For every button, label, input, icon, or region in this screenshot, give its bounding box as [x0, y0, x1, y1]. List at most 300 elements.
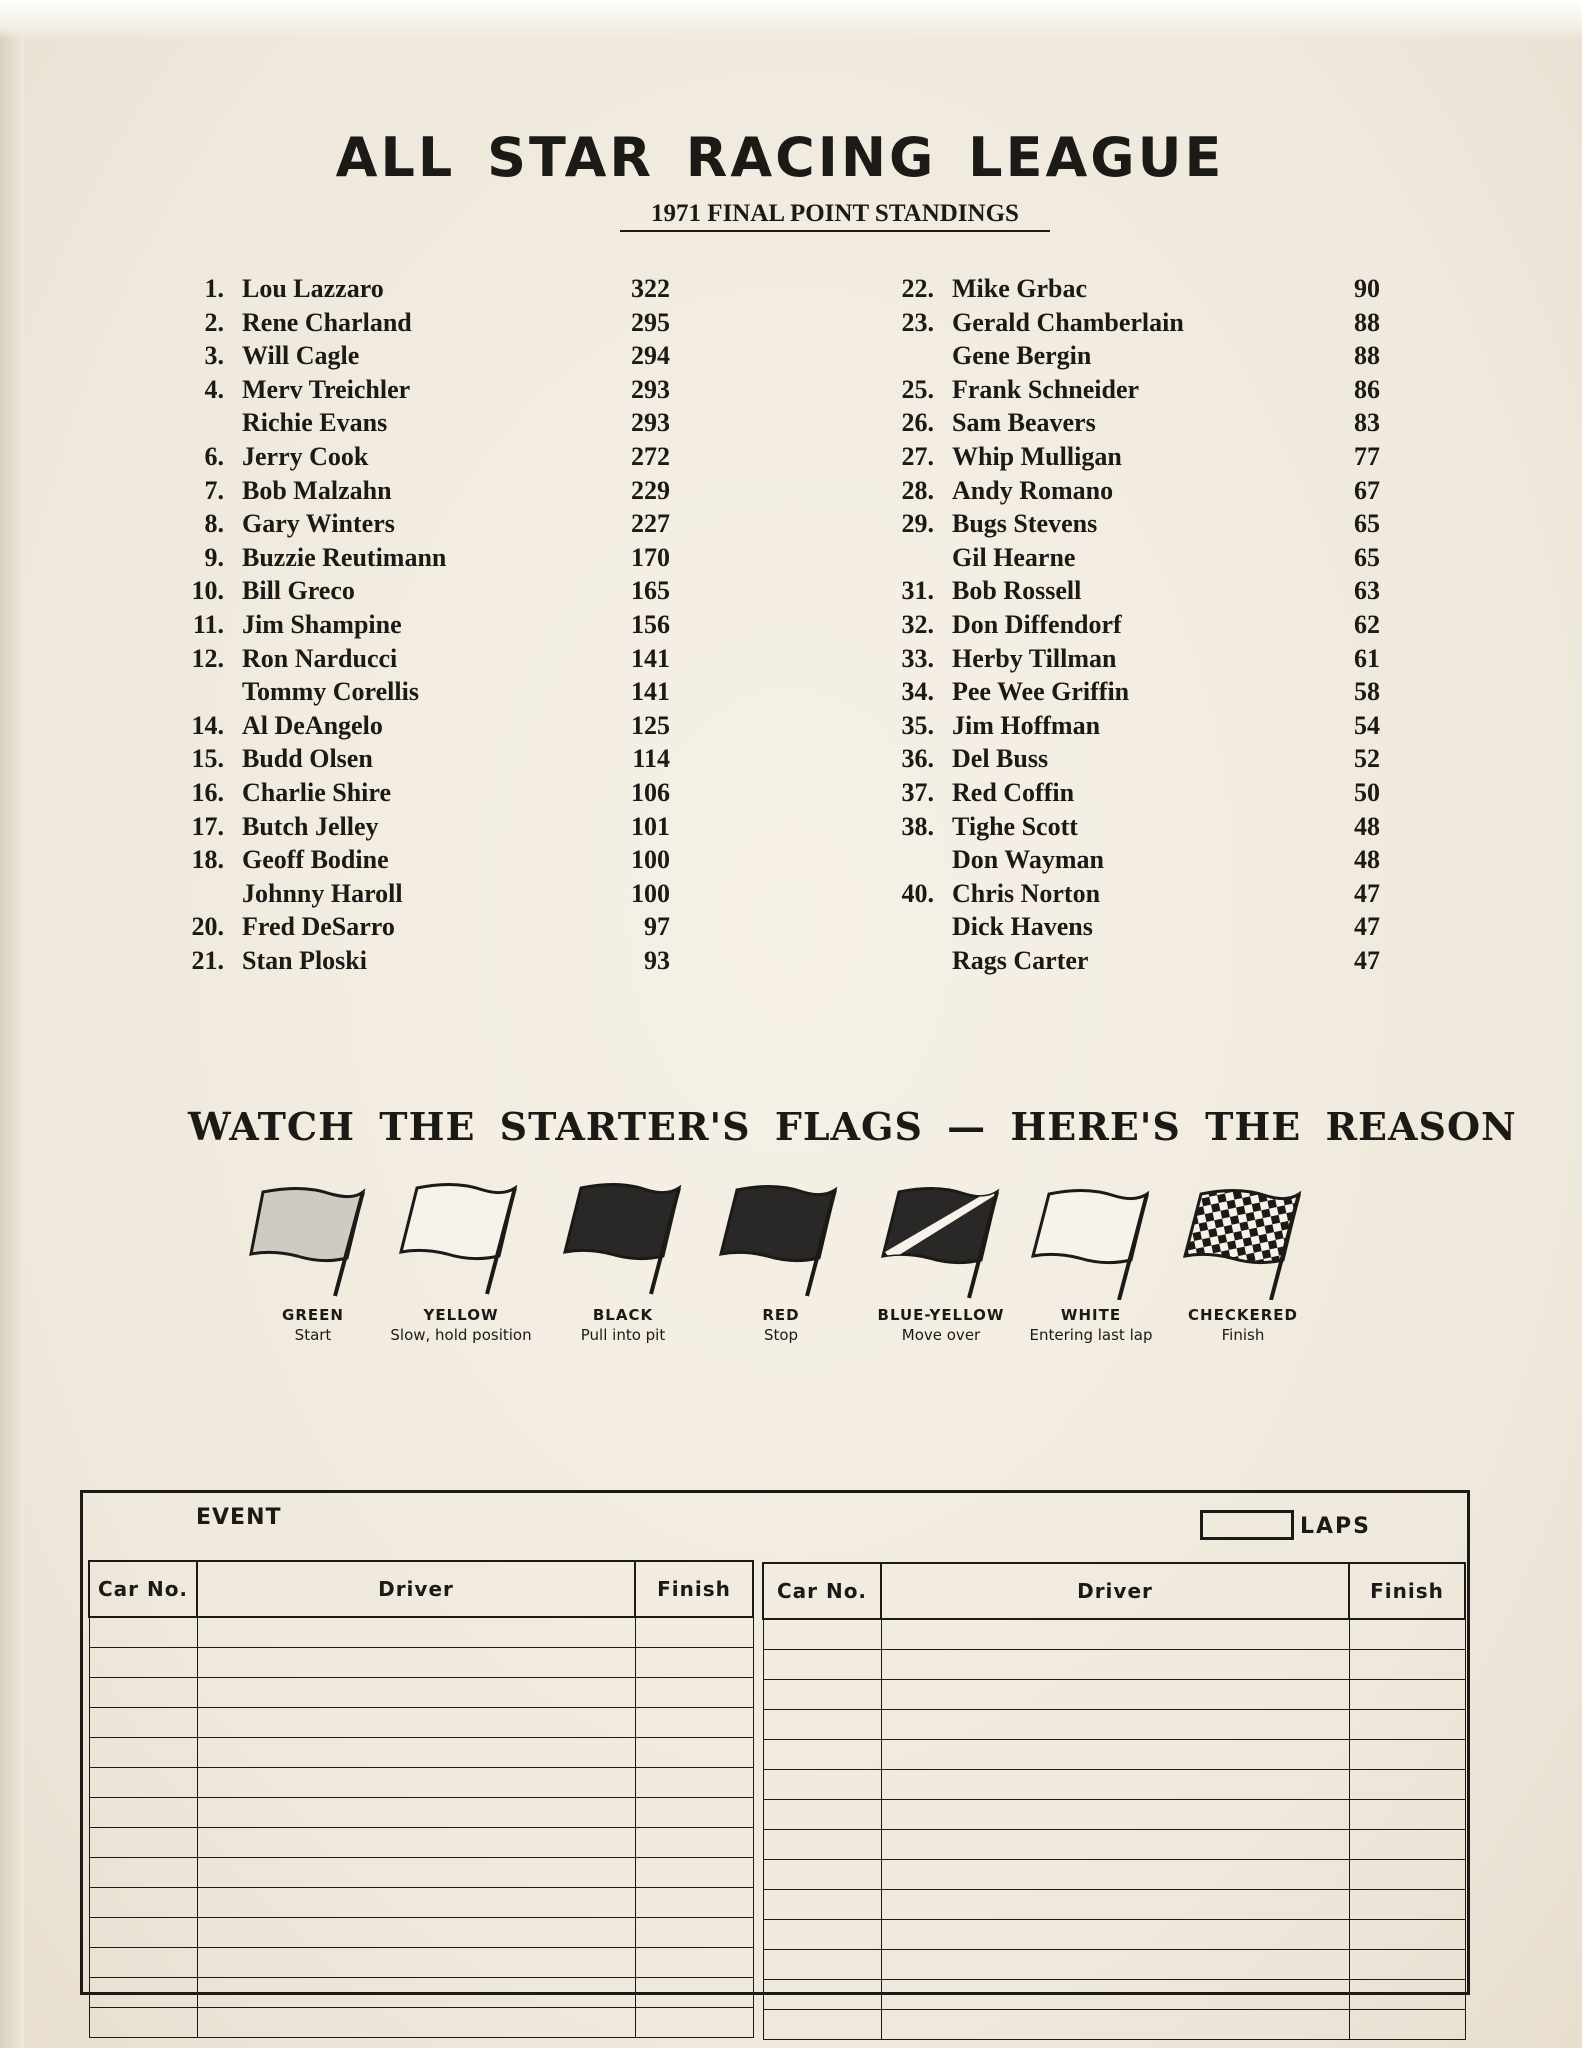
standings-driver: Merv Treichler: [242, 374, 411, 404]
standings-row: [160, 843, 670, 877]
standings-driver: Bob Malzahn: [242, 475, 392, 505]
standings-row: [160, 406, 670, 440]
standings-points: 114: [632, 744, 670, 774]
page-spine-shadow: [0, 0, 24, 2048]
standings-rank: 20.: [191, 912, 224, 942]
standings-rank: 36.: [901, 744, 934, 774]
flag-name: GREEN: [282, 1306, 344, 1324]
driver-cell[interactable]: [881, 1830, 1349, 1860]
standings-rank: 32.: [901, 609, 934, 639]
flag-white: [1016, 1180, 1166, 1344]
standings-rank: 15.: [191, 744, 224, 774]
light-shaded-flag-icon: [243, 1180, 383, 1300]
entry-row: [89, 1978, 753, 2008]
standings-row: [160, 339, 670, 373]
standings-points: 62: [1354, 609, 1380, 639]
standings-rank: 26.: [901, 408, 934, 438]
standings-points: 125: [631, 710, 670, 740]
entry-row: [89, 1858, 753, 1888]
standings-points: 170: [631, 542, 670, 572]
standings-points: 293: [631, 408, 670, 438]
flag-name: CHECKERED: [1188, 1306, 1298, 1324]
car-no-cell[interactable]: [763, 1770, 881, 1800]
standings-row: [870, 339, 1380, 373]
driver-cell[interactable]: [881, 1770, 1349, 1800]
entry-row: [763, 1650, 1465, 1680]
standings-points: 227: [631, 509, 670, 539]
standings-points: 141: [631, 677, 670, 707]
driver-cell[interactable]: [197, 1648, 635, 1678]
car-no-header: Car No.: [89, 1561, 197, 1617]
flag-blue-yellow: [866, 1180, 1016, 1344]
finish-header: Finish: [635, 1561, 753, 1617]
entry-row: [763, 1950, 1465, 1980]
entry-row: [89, 1918, 753, 1948]
standings-points: 65: [1354, 542, 1380, 572]
standings-points: 86: [1354, 374, 1380, 404]
standings-rank: 14.: [191, 710, 224, 740]
standings-row: [160, 507, 670, 541]
finish-cell[interactable]: [635, 1738, 753, 1768]
car-no-cell[interactable]: [763, 1860, 881, 1890]
entry-row: [763, 1890, 1465, 1920]
car-no-cell[interactable]: [89, 1888, 197, 1918]
driver-cell[interactable]: [197, 2008, 635, 2038]
standings-driver: Chris Norton: [952, 878, 1101, 908]
flag-meaning: Move over: [901, 1326, 981, 1344]
flag-name: WHITE: [1060, 1306, 1122, 1324]
standings-points: 97: [644, 912, 670, 942]
standings-left-column: [160, 272, 670, 977]
flag-name: BLACK: [592, 1306, 654, 1324]
standings-row: [870, 574, 1380, 608]
standings-rank: 12.: [191, 643, 224, 673]
finish-cell[interactable]: [1349, 1680, 1465, 1710]
standings-row: [160, 306, 670, 340]
flag-meaning: Slow, hold position: [390, 1326, 532, 1344]
car-no-cell[interactable]: [89, 1738, 197, 1768]
standings-points: 48: [1354, 811, 1380, 841]
standings-row: [160, 642, 670, 676]
standings-points: 294: [631, 341, 670, 371]
driver-cell[interactable]: [197, 1768, 635, 1798]
standings-driver: Richie Evans: [242, 408, 388, 438]
standings-points: 61: [1354, 643, 1380, 673]
standings-rank: 29.: [901, 509, 934, 539]
driver-cell[interactable]: [197, 1918, 635, 1948]
standings-rank: 23.: [901, 307, 934, 337]
standings-points: 101: [631, 811, 670, 841]
standings-points: 165: [631, 576, 670, 606]
standings-driver: Rags Carter: [952, 945, 1089, 975]
standings-row: [870, 608, 1380, 642]
driver-header: Driver: [881, 1563, 1349, 1619]
standings-points: 293: [631, 374, 670, 404]
driver-cell[interactable]: [881, 2010, 1349, 2040]
finish-cell[interactable]: [1349, 1619, 1465, 1650]
standings-row: [160, 272, 670, 306]
car-no-cell[interactable]: [89, 1978, 197, 2008]
entry-row: [89, 1888, 753, 1918]
car-no-cell[interactable]: [89, 1617, 197, 1648]
entry-row: [763, 1680, 1465, 1710]
standings-points: 88: [1354, 341, 1380, 371]
standings-rank: 10.: [191, 576, 224, 606]
entry-row: [763, 1980, 1465, 2010]
standings-points: 50: [1354, 777, 1380, 807]
entry-table-left: [88, 1560, 754, 2038]
standings-row: [160, 910, 670, 944]
standings-row: [160, 440, 670, 474]
standings-row: [870, 373, 1380, 407]
finish-cell[interactable]: [1349, 1770, 1465, 1800]
driver-cell[interactable]: [881, 1980, 1349, 2010]
standings-rank: 33.: [901, 643, 934, 673]
finish-cell[interactable]: [1349, 1710, 1465, 1740]
standings-driver: Whip Mulligan: [952, 441, 1122, 471]
standings-points: 67: [1354, 475, 1380, 505]
car-no-cell[interactable]: [763, 1980, 881, 2010]
car-no-cell[interactable]: [763, 1619, 881, 1650]
finish-cell[interactable]: [635, 1888, 753, 1918]
standings-points: 63: [1354, 576, 1380, 606]
outline-flag-icon: [391, 1180, 531, 1300]
finish-cell[interactable]: [1349, 1980, 1465, 2010]
standings-row: [870, 910, 1380, 944]
finish-cell[interactable]: [635, 1978, 753, 2008]
standings-driver: Buzzie Reutimann: [242, 542, 447, 572]
standings-driver: Ron Narducci: [242, 643, 398, 673]
standings-row: [160, 574, 670, 608]
standings-row: [870, 776, 1380, 810]
driver-cell[interactable]: [197, 1617, 635, 1648]
standings-rank: 8.: [204, 509, 224, 539]
driver-cell[interactable]: [881, 1950, 1349, 1980]
standings-points: 229: [631, 475, 670, 505]
car-no-cell[interactable]: [763, 1800, 881, 1830]
finish-header: Finish: [1349, 1563, 1465, 1619]
finish-cell[interactable]: [635, 1648, 753, 1678]
page-subtitle: 1971 FINAL POINT STANDINGS: [620, 200, 1050, 232]
standings-driver: Bob Rossell: [952, 576, 1082, 606]
standings-rank: 1.: [204, 274, 224, 303]
driver-cell[interactable]: [197, 1948, 635, 1978]
finish-cell[interactable]: [1349, 1950, 1465, 1980]
finish-cell[interactable]: [1349, 1800, 1465, 1830]
solid-dark-flag-icon: [553, 1180, 693, 1300]
standings-driver: Dick Havens: [952, 912, 1093, 942]
finish-cell[interactable]: [635, 1617, 753, 1648]
standings-driver: Johnny Haroll: [242, 878, 403, 908]
standings-rank: 4.: [204, 374, 224, 404]
standings-driver: Gil Hearne: [952, 542, 1076, 572]
car-no-cell[interactable]: [89, 1858, 197, 1888]
finish-cell[interactable]: [1349, 1830, 1465, 1860]
flag-name: YELLOW: [423, 1306, 499, 1324]
standings-rank: 9.: [204, 542, 224, 572]
standings-row: [160, 742, 670, 776]
entry-row: [89, 2008, 753, 2038]
standings-driver: Lou Lazzaro: [242, 274, 384, 303]
standings-driver: Andy Romano: [952, 475, 1114, 505]
flag-black: [548, 1180, 698, 1344]
entry-row: [763, 1830, 1465, 1860]
standings-row: [870, 877, 1380, 911]
standings-points: 141: [631, 643, 670, 673]
entry-row: [763, 1770, 1465, 1800]
driver-cell[interactable]: [881, 1619, 1349, 1650]
standings-row: [870, 843, 1380, 877]
standings-driver: Tighe Scott: [952, 811, 1078, 841]
finish-cell[interactable]: [635, 1918, 753, 1948]
driver-cell[interactable]: [197, 1738, 635, 1768]
standings-rank: 38.: [901, 811, 934, 841]
standings-driver: Gerald Chamberlain: [952, 307, 1184, 337]
standings-driver: Pee Wee Griffin: [952, 677, 1130, 707]
entry-row: [763, 1710, 1465, 1740]
standings-driver: Gary Winters: [242, 509, 395, 539]
car-no-cell[interactable]: [763, 1950, 881, 1980]
standings-rank: 3.: [204, 341, 224, 371]
standings-driver: Don Diffendorf: [952, 609, 1122, 639]
driver-cell[interactable]: [881, 1680, 1349, 1710]
standings-driver: Will Cagle: [242, 341, 360, 371]
standings-driver: Budd Olsen: [242, 744, 373, 774]
page-title: ALL STAR RACING LEAGUE: [335, 126, 1225, 189]
standings-driver: Bugs Stevens: [952, 509, 1098, 539]
driver-cell[interactable]: [197, 1978, 635, 2008]
standings-driver: Rene Charland: [242, 307, 412, 337]
car-no-cell[interactable]: [89, 1828, 197, 1858]
standings-driver: Red Coffin: [952, 777, 1075, 807]
car-no-cell[interactable]: [763, 1890, 881, 1920]
flag-red: [706, 1180, 856, 1344]
car-no-cell[interactable]: [89, 1678, 197, 1708]
finish-cell[interactable]: [1349, 1890, 1465, 1920]
standings-points: 93: [644, 945, 670, 975]
standings-points: 48: [1354, 845, 1380, 875]
flag-name: RED: [762, 1306, 800, 1324]
standings-driver: Al DeAngelo: [242, 710, 383, 740]
standings-rank: 18.: [191, 845, 224, 875]
driver-cell[interactable]: [881, 1740, 1349, 1770]
driver-cell[interactable]: [881, 1800, 1349, 1830]
entry-row: [89, 1738, 753, 1768]
driver-cell[interactable]: [881, 1920, 1349, 1950]
entry-row: [763, 1920, 1465, 1950]
standings-driver: Fred DeSarro: [242, 912, 395, 942]
standings-rank: 16.: [191, 777, 224, 807]
standings-row: [160, 541, 670, 575]
standings-points: 322: [631, 274, 670, 303]
car-no-cell[interactable]: [763, 1920, 881, 1950]
standings-rank: 17.: [191, 811, 224, 841]
standings-driver: Don Wayman: [952, 845, 1104, 875]
standings-points: 58: [1354, 677, 1380, 707]
car-no-header: Car No.: [763, 1563, 881, 1619]
standings-driver: Stan Ploski: [242, 945, 367, 975]
car-no-cell[interactable]: [763, 1650, 881, 1680]
standings-rank: 28.: [901, 475, 934, 505]
entry-row: [89, 1648, 753, 1678]
finish-cell[interactable]: [635, 2008, 753, 2038]
standings-row: [870, 507, 1380, 541]
standings-rank: 25.: [901, 374, 934, 404]
standings-rank: 11.: [192, 609, 224, 639]
standings-driver: Bill Greco: [242, 576, 355, 606]
standings-right-column: [870, 272, 1380, 977]
driver-cell[interactable]: [881, 1710, 1349, 1740]
standings-row: [870, 272, 1380, 306]
entry-row: [89, 1798, 753, 1828]
standings-rank: 37.: [901, 777, 934, 807]
standings-row: [870, 406, 1380, 440]
car-no-cell[interactable]: [89, 1918, 197, 1948]
driver-cell[interactable]: [881, 1860, 1349, 1890]
standings-driver: Charlie Shire: [242, 777, 392, 807]
entry-row: [89, 1948, 753, 1978]
standings-row: [160, 944, 670, 978]
entry-row: [89, 1708, 753, 1738]
flag-green: [238, 1180, 388, 1344]
finish-cell[interactable]: [635, 1858, 753, 1888]
standings-row: [160, 474, 670, 508]
standings-points: 65: [1354, 509, 1380, 539]
finish-cell[interactable]: [1349, 1740, 1465, 1770]
entry-row: [763, 1619, 1465, 1650]
standings-points: 77: [1354, 441, 1380, 471]
standings-points: 47: [1354, 912, 1380, 942]
car-no-cell[interactable]: [763, 1830, 881, 1860]
finish-cell[interactable]: [635, 1948, 753, 1978]
driver-cell[interactable]: [197, 1678, 635, 1708]
entry-row: [763, 1740, 1465, 1770]
standings-points: 272: [631, 441, 670, 471]
flag-name: BLUE-YELLOW: [877, 1306, 1005, 1324]
standings-points: 52: [1354, 744, 1380, 774]
flag-meaning: Entering last lap: [1029, 1326, 1153, 1344]
flag-meaning: Stop: [763, 1326, 799, 1344]
standings-points: 83: [1354, 408, 1380, 438]
finish-cell[interactable]: [635, 1828, 753, 1858]
standings-row: [160, 810, 670, 844]
standings-row: [160, 709, 670, 743]
standings-row: [160, 776, 670, 810]
standings-row: [870, 709, 1380, 743]
standings-row: [160, 373, 670, 407]
standings-rank: 34.: [901, 677, 934, 707]
entry-row: [89, 1828, 753, 1858]
standings-points: 156: [631, 609, 670, 639]
driver-cell[interactable]: [881, 1650, 1349, 1680]
finish-cell[interactable]: [635, 1708, 753, 1738]
car-no-cell[interactable]: [89, 1708, 197, 1738]
driver-cell[interactable]: [197, 1828, 635, 1858]
finish-cell[interactable]: [1349, 1650, 1465, 1680]
standings-driver: Herby Tillman: [952, 643, 1117, 673]
finish-cell[interactable]: [1349, 1920, 1465, 1950]
driver-cell[interactable]: [197, 1858, 635, 1888]
entry-table-right: [762, 1562, 1466, 2040]
standings-row: [870, 675, 1380, 709]
car-no-cell[interactable]: [89, 1948, 197, 1978]
standings-points: 47: [1354, 945, 1380, 975]
car-no-cell[interactable]: [763, 1680, 881, 1710]
standings-points: 47: [1354, 878, 1380, 908]
finish-cell[interactable]: [635, 1798, 753, 1828]
standings-driver: Frank Schneider: [952, 374, 1140, 404]
standings-row: [160, 608, 670, 642]
car-no-cell[interactable]: [89, 1648, 197, 1678]
flag-meaning: Start: [294, 1326, 332, 1344]
standings-row: [870, 642, 1380, 676]
car-no-cell[interactable]: [763, 2010, 881, 2040]
standings-row: [160, 675, 670, 709]
finish-cell[interactable]: [635, 1768, 753, 1798]
standings-points: 100: [631, 878, 670, 908]
standings-rank: 6.: [204, 441, 224, 471]
flag-yellow: [386, 1180, 536, 1344]
standings-rank: 40.: [901, 878, 934, 908]
standings-points: 90: [1354, 274, 1380, 303]
page-top-edge: [0, 0, 1582, 40]
finish-cell[interactable]: [1349, 1860, 1465, 1890]
standings-row: [870, 306, 1380, 340]
event-label: EVENT: [196, 1505, 282, 1530]
driver-header: Driver: [197, 1561, 635, 1617]
entry-row: [763, 1800, 1465, 1830]
standings-driver: Butch Jelley: [242, 811, 379, 841]
driver-cell[interactable]: [197, 1708, 635, 1738]
standings-row: [870, 742, 1380, 776]
standings-points: 100: [631, 845, 670, 875]
standings-row: [870, 474, 1380, 508]
standings-driver: Del Buss: [952, 744, 1049, 774]
standings-driver: Jim Hoffman: [952, 710, 1101, 740]
driver-cell[interactable]: [197, 1888, 635, 1918]
car-no-cell[interactable]: [763, 1710, 881, 1740]
standings-driver: Gene Bergin: [952, 341, 1092, 371]
outline-flag-icon: [1021, 1180, 1161, 1300]
entry-row: [89, 1617, 753, 1648]
entry-row: [89, 1768, 753, 1798]
standings-points: 88: [1354, 307, 1380, 337]
solid-dark-flag-icon: [711, 1180, 851, 1300]
laps-input-box[interactable]: [1200, 1510, 1294, 1540]
flag-meaning: Finish: [1221, 1326, 1265, 1344]
standings-points: 54: [1354, 710, 1380, 740]
car-no-cell[interactable]: [89, 1768, 197, 1798]
standings-rank: 21.: [191, 945, 224, 975]
car-no-cell[interactable]: [89, 2008, 197, 2038]
finish-cell[interactable]: [635, 1678, 753, 1708]
checkered-flag-icon: [1173, 1180, 1313, 1300]
standings-driver: Jim Shampine: [242, 609, 402, 639]
car-no-cell[interactable]: [89, 1798, 197, 1828]
driver-cell[interactable]: [881, 1890, 1349, 1920]
driver-cell[interactable]: [197, 1798, 635, 1828]
diagonal-stripe-flag-icon: [871, 1180, 1011, 1300]
flag-meaning: Pull into pit: [580, 1326, 666, 1344]
standings-rank: 22.: [901, 274, 934, 303]
standings-row: [870, 810, 1380, 844]
standings-driver: Sam Beavers: [952, 408, 1096, 438]
standings-rank: 35.: [901, 710, 934, 740]
laps-label: LAPS: [1300, 1514, 1372, 1539]
finish-cell[interactable]: [1349, 2010, 1465, 2040]
car-no-cell[interactable]: [763, 1740, 881, 1770]
standings-driver: Mike Grbac: [952, 274, 1088, 303]
